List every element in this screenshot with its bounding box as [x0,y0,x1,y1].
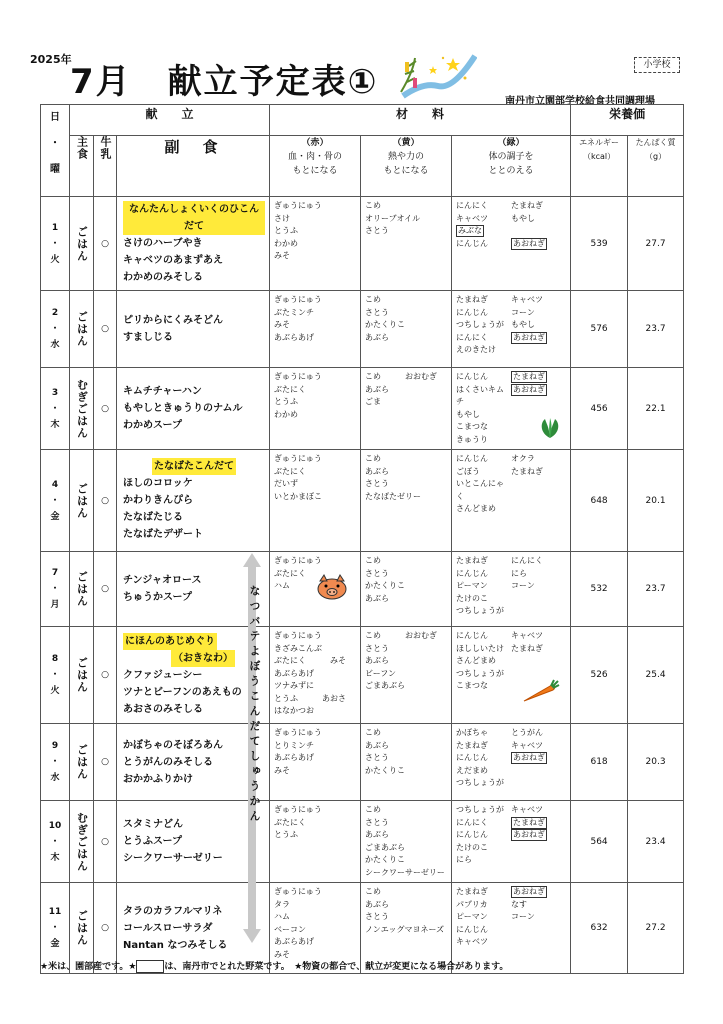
staple-header: 主食 [70,136,94,197]
day-cell: 11 ・ 金 [41,883,70,974]
energy-cell: 648 [571,450,628,552]
red-header: （赤） 血・肉・骨の もとになる [270,136,361,197]
green-cell [452,197,571,291]
side-dish: さけのハーブやき [123,238,203,249]
side-header: 副 食 [117,136,270,197]
side-dish: ピリからにくみそどん [123,315,223,326]
yellow-cell: こめ おおむぎ さとう あぶら ビーフン ごまあぶら [361,627,452,724]
green-cell [452,724,571,801]
side-cell [117,450,270,552]
green-list-right: あおねぎ なす コーン [511,887,546,921]
protein-cell: 22.1 [628,368,684,450]
menu-header: 献 立 [70,105,270,136]
green-list-left: にんにく キャベツ みぶな にんじん [456,201,489,248]
green-header: （緑） 体の調子を ととのえる [452,136,571,197]
carrot-icon [522,679,560,708]
school-badge: 小学校 [634,57,680,73]
day-cell: 7 ・ 月 [41,552,70,627]
menu-row [41,197,684,291]
side-dish: とうふスープ [123,836,182,847]
energy-header: エネルギー （kcal） [571,136,628,197]
side-dish: わかめのみそしる [123,272,203,283]
red-cell: ぎゅうにゅう ぶたミンチ みそ あぶらあげ [270,291,361,368]
protein-cell: 27.2 [628,883,684,974]
yellow-cell: こめ おおむぎ あぶら ごま [361,368,452,450]
menu-row [41,801,684,883]
green-list-left: にんじん はくさいキムチ もやし こまつな きゅうり [456,372,504,444]
side-dish: とうがんのみそしる [123,756,213,768]
staple-cell: ごはん [70,450,94,552]
side-dish: かぼちゃのそぼろあん [123,739,223,751]
milk-header: 牛乳 [94,136,117,197]
red-cell: ぎゅうにゅう タラ ハム ベーコン あぶらあげ みそ [270,883,361,974]
footer-part2: は、南丹市でとれた野菜です。 ★物資の都合で、献立が変更になる場合があります。 [164,962,509,972]
staple-cell: ごはん [70,552,94,627]
side-dish: キャベツのあまずあえ [123,255,223,266]
green-list-right: とうがん キャベツ あおねぎ [511,728,546,762]
red-cell: ぎゅうにゅう ぶたにく だいず いとかまぼこ [270,450,361,552]
green-list-right: キャベツ たまねぎ あおねぎ [511,805,546,839]
protein-cell: 20.1 [628,450,684,552]
side-dish: チンジャオロース [123,575,202,586]
menu-row [41,291,684,368]
year-label: 2025年 [30,53,72,66]
side-dish: Nantan なつみそしる [123,939,228,951]
side-dish: もやしときゅうりのナムル [123,403,243,414]
energy-cell: 564 [571,801,628,883]
side-dish: あおさのみそしる [123,703,203,715]
green-list-left: にんじん ごぼう いとこんにゃく さんどまめ [456,454,504,513]
day-header: 日 ・ 曜 [41,105,70,197]
milk-cell: ○ [94,883,117,974]
organization-name: 南丹市立園部学校給食共同調理場 [505,96,655,107]
green-list-right: キャベツ コーン もやし あおねぎ [511,295,546,342]
protein-cell: 23.7 [628,552,684,627]
green-list-right: にんにく にら コーン [511,556,544,590]
milk-cell: ○ [94,627,117,724]
milk-cell: ○ [94,552,117,627]
energy-cell: 539 [571,197,628,291]
menu-row [41,627,684,724]
tanabata-star-icon [393,52,477,100]
yellow-cell: こめ さとう かたくりこ あぶら [361,552,452,627]
side-cell [117,368,270,450]
green-list-left: つちしょうが にんにく にんじん たけのこ にら [456,805,505,864]
green-list-left: かぼちゃ たまねぎ にんじん えだまめ つちしょうが [456,728,505,787]
red-cell: ぎゅうにゅう きざみこんぶ ぶたにく みそ あぶらあげ ツナみずに とうふ あおさ はなかつお [270,627,361,724]
energy-cell: 632 [571,883,628,974]
side-dish: たなばたじる [123,512,183,523]
red-cell: ぎゅうにゅう さけ とうふ わかめ みそ [270,197,361,291]
side-dish: キムチチャーハン [123,386,202,397]
green-cell [452,368,571,450]
page-title: 7月 献立予定表① [70,62,379,102]
side-dish: ツナとビーフンのあえもの [123,686,242,698]
yellow-cell: こめ あぶら さとう たなばたゼリー [361,450,452,552]
side-dish: ちゅうかスープ [123,592,192,603]
red-cell: ぎゅうにゅう ぶたにく とうふ わかめ [270,368,361,450]
red-cell: ぎゅうにゅう ぶたにく ハム [270,552,361,627]
energy-cell: 532 [571,552,628,627]
yellow-cell: こめ オリーブオイル さとう [361,197,452,291]
green-list-right: オクラ たまねぎ [511,454,544,476]
day-cell: 10 ・ 木 [41,801,70,883]
green-list-left: たまねぎ にんじん つちしょうが にんにく えのきたけ [456,295,505,354]
staple-cell: ごはん [70,627,94,724]
pig-face-icon [316,574,348,605]
green-list-right: たまねぎ あおねぎ [513,372,546,394]
milk-cell: ○ [94,291,117,368]
side-dish: かわりきんぴら [123,495,193,506]
milk-cell: ○ [94,724,117,801]
nutrition-header: 栄養価 [571,105,684,136]
highlight-label: にほんのあじめぐり [123,633,217,650]
side-dish: シークワーサーゼリー [123,853,223,864]
menu-row [41,368,684,450]
staple-cell: ごはん [70,724,94,801]
milk-cell: ○ [94,801,117,883]
green-cell [452,627,571,724]
green-cell [452,552,571,627]
yellow-cell: こめ あぶら さとう ノンエッグマヨネーズ [361,883,452,974]
green-list-left: たまねぎ にんじん ピーマン たけのこ つちしょうが [456,556,505,615]
materials-header: 材 料 [270,105,571,136]
milk-cell: ○ [94,450,117,552]
side-dish: スタミナどん [123,819,183,830]
side-dish: ほしのコロッケ [123,478,193,489]
energy-cell: 456 [571,368,628,450]
staple-cell: ごはん [70,291,94,368]
spinach-icon [538,417,562,444]
highlight-label: たなばたこんだて [152,458,236,475]
staple-cell: ごはん [70,197,94,291]
side-dish: おかかふりかけ [123,773,193,785]
milk-cell: ○ [94,197,117,291]
protein-cell: 25.4 [628,627,684,724]
energy-cell: 526 [571,627,628,724]
green-cell [452,291,571,368]
green-list-right: たまねぎ もやし あおねぎ [511,201,546,248]
energy-cell: 576 [571,291,628,368]
yellow-header: （黄） 熱や力の もとになる [361,136,452,197]
highlight-label-2: （おきなわ） [171,650,235,667]
day-cell: 3 ・ 木 [41,368,70,450]
side-dish: タラのカラフルマリネ [123,905,223,917]
protein-cell: 20.3 [628,724,684,801]
green-list-left: たまねぎ パプリカ ピーマン にんじん キャベツ [456,887,489,946]
yellow-cell: こめ さとう あぶら ごまあぶら かたくりこ シークワーサーゼリー [361,801,452,883]
green-list-right: キャベツ たまねぎ [511,631,544,653]
staple-cell: むぎごはん [70,801,94,883]
protein-header: たんぱく質 （g） [628,136,684,197]
day-cell: 1 ・ 火 [41,197,70,291]
day-cell: 8 ・ 火 [41,627,70,724]
green-cell [452,801,571,883]
staple-cell: むぎごはん [70,368,94,450]
side-dish: クファジューシー [123,669,203,681]
protein-cell: 23.4 [628,801,684,883]
staple-cell: ごはん [70,883,94,974]
summer-fatigue-banner: なつバテよぼうこんだてしゅうかん [248,585,261,825]
side-cell [117,291,270,368]
day-cell: 9 ・ 水 [41,724,70,801]
yellow-cell: こめ さとう かたくりこ あぶら [361,291,452,368]
menu-table [40,104,684,974]
menu-row [41,724,684,801]
protein-cell: 27.7 [628,197,684,291]
footer-box [136,960,164,973]
protein-cell: 23.7 [628,291,684,368]
milk-cell: ○ [94,368,117,450]
footer-note [40,959,508,973]
red-cell: ぎゅうにゅう とりミンチ あぶらあげ みそ [270,724,361,801]
highlight-label: なんたんしょくいくのひこんだて [123,201,265,235]
menu-row [41,552,684,627]
footer-part1: ★米は、園部産です。★ [40,962,137,972]
menu-row [41,450,684,552]
side-cell [117,197,270,291]
side-dish: すましじる [123,332,173,343]
green-list-left: にんじん ほししいたけ さんどまめ つちしょうが こまつな [456,631,505,690]
yellow-cell: こめ あぶら さとう かたくりこ [361,724,452,801]
side-dish: わかめスープ [123,420,182,431]
energy-cell: 618 [571,724,628,801]
day-cell: 4 ・ 金 [41,450,70,552]
side-dish: コールスローサラダ [123,922,213,934]
day-cell: 2 ・ 水 [41,291,70,368]
green-cell [452,450,571,552]
red-cell: ぎゅうにゅう ぶたにく とうふ [270,801,361,883]
side-dish: たなばたデザート [123,529,203,540]
